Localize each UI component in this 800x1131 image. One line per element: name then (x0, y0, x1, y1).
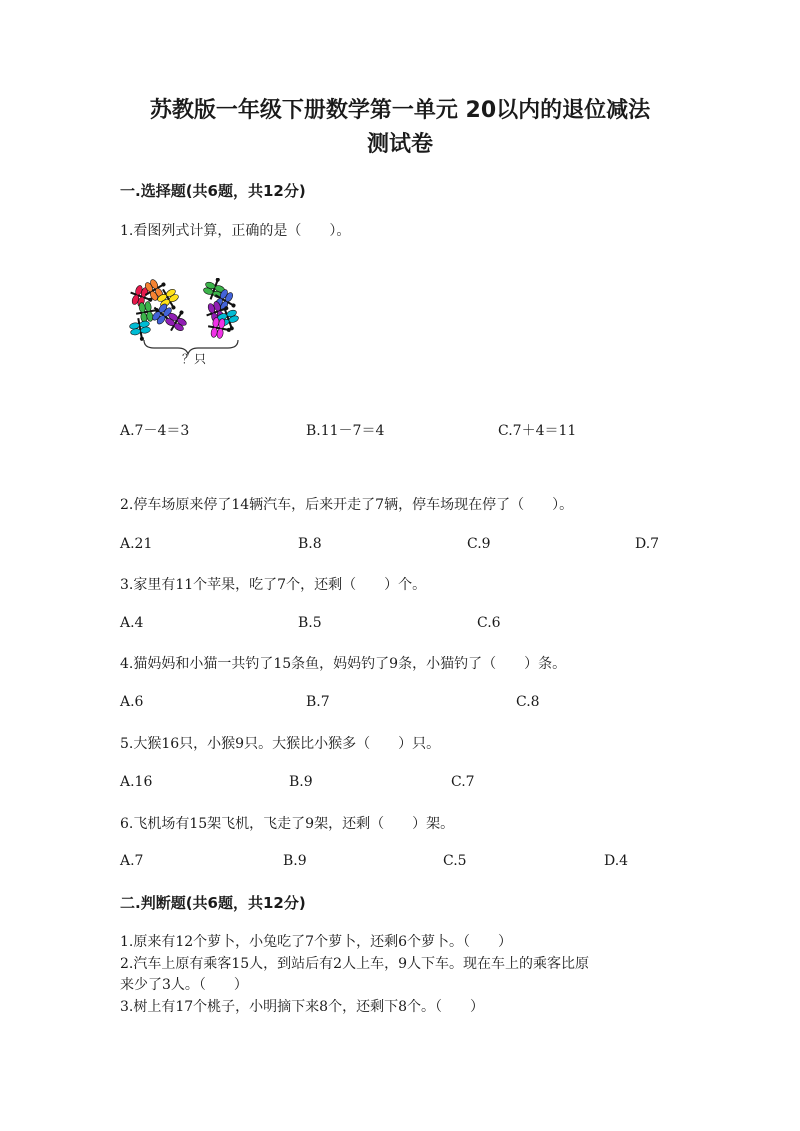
q4-option-a: A.6 (120, 694, 144, 710)
q3-option-b: B.5 (298, 615, 322, 631)
question-5: 5.大猴16只，小猴9只。大猴比小猴多（ ）只。 (120, 736, 441, 752)
q6-option-c: C.5 (443, 853, 467, 869)
q5-option-b: B.9 (289, 774, 313, 790)
q5-option-a: A.16 (120, 774, 153, 790)
q4-option-b: B.7 (306, 694, 330, 710)
question-2: 2.停车场原来停了14辆汽车，后来开走了7辆，停车场现在停了（ ）。 (120, 497, 574, 513)
judgement-item-2: 2.汽车上原有乘客15人，到站后有2人上车，9人下车。现在车上的乘客比原 (120, 956, 589, 972)
dragonfly-figure (126, 278, 244, 368)
q4-option-c: C.8 (516, 694, 540, 710)
question-3: 3.家里有11个苹果，吃了7个，还剩（ ）个。 (120, 577, 427, 593)
q1-option-c: C.7＋4＝11 (498, 423, 577, 439)
q2-option-a: A.21 (120, 536, 153, 552)
question-1: 1.看图列式计算，正确的是（ ）。 (120, 223, 351, 239)
q2-option-d: D.7 (635, 536, 660, 552)
q1-option-a: A.7－4＝3 (120, 423, 190, 439)
section-heading-choice: 一.选择题(共6题，共12分) (120, 182, 306, 200)
q3-option-a: A.4 (120, 615, 144, 631)
q3-option-c: C.6 (477, 615, 501, 631)
section-heading-judgement: 二.判断题(共6题，共12分) (120, 894, 306, 912)
q2-option-c: C.9 (467, 536, 491, 552)
q6-option-d: D.4 (604, 853, 629, 869)
q6-option-b: B.9 (283, 853, 307, 869)
q5-option-c: C.7 (451, 774, 475, 790)
question-6: 6.飞机场有15架飞机，飞走了9架，还剩（ ）架。 (120, 816, 455, 832)
judgement-item-3: 3.树上有17个桃子，小明摘下来8个，还剩下8个。（ ） (120, 999, 484, 1015)
page-title: 苏教版一年级下册数学第一单元 20以内的退位减法 (149, 98, 651, 123)
figure-caption: ？只 (182, 352, 207, 366)
q1-option-b: B.11－7＝4 (306, 423, 385, 439)
q6-option-a: A.7 (120, 853, 144, 869)
page-title-line2: 测试卷 (366, 132, 433, 157)
judgement-item-2-cont: 来少了3人。（ ） (120, 977, 248, 993)
question-4: 4.猫妈妈和小猫一共钓了15条鱼，妈妈钓了9条，小猫钓了（ ）条。 (120, 656, 567, 672)
judgement-item-1: 1.原来有12个萝卜，小兔吃了7个萝卜，还剩6个萝卜。（ ） (120, 934, 512, 950)
q2-option-b: B.8 (298, 536, 322, 552)
